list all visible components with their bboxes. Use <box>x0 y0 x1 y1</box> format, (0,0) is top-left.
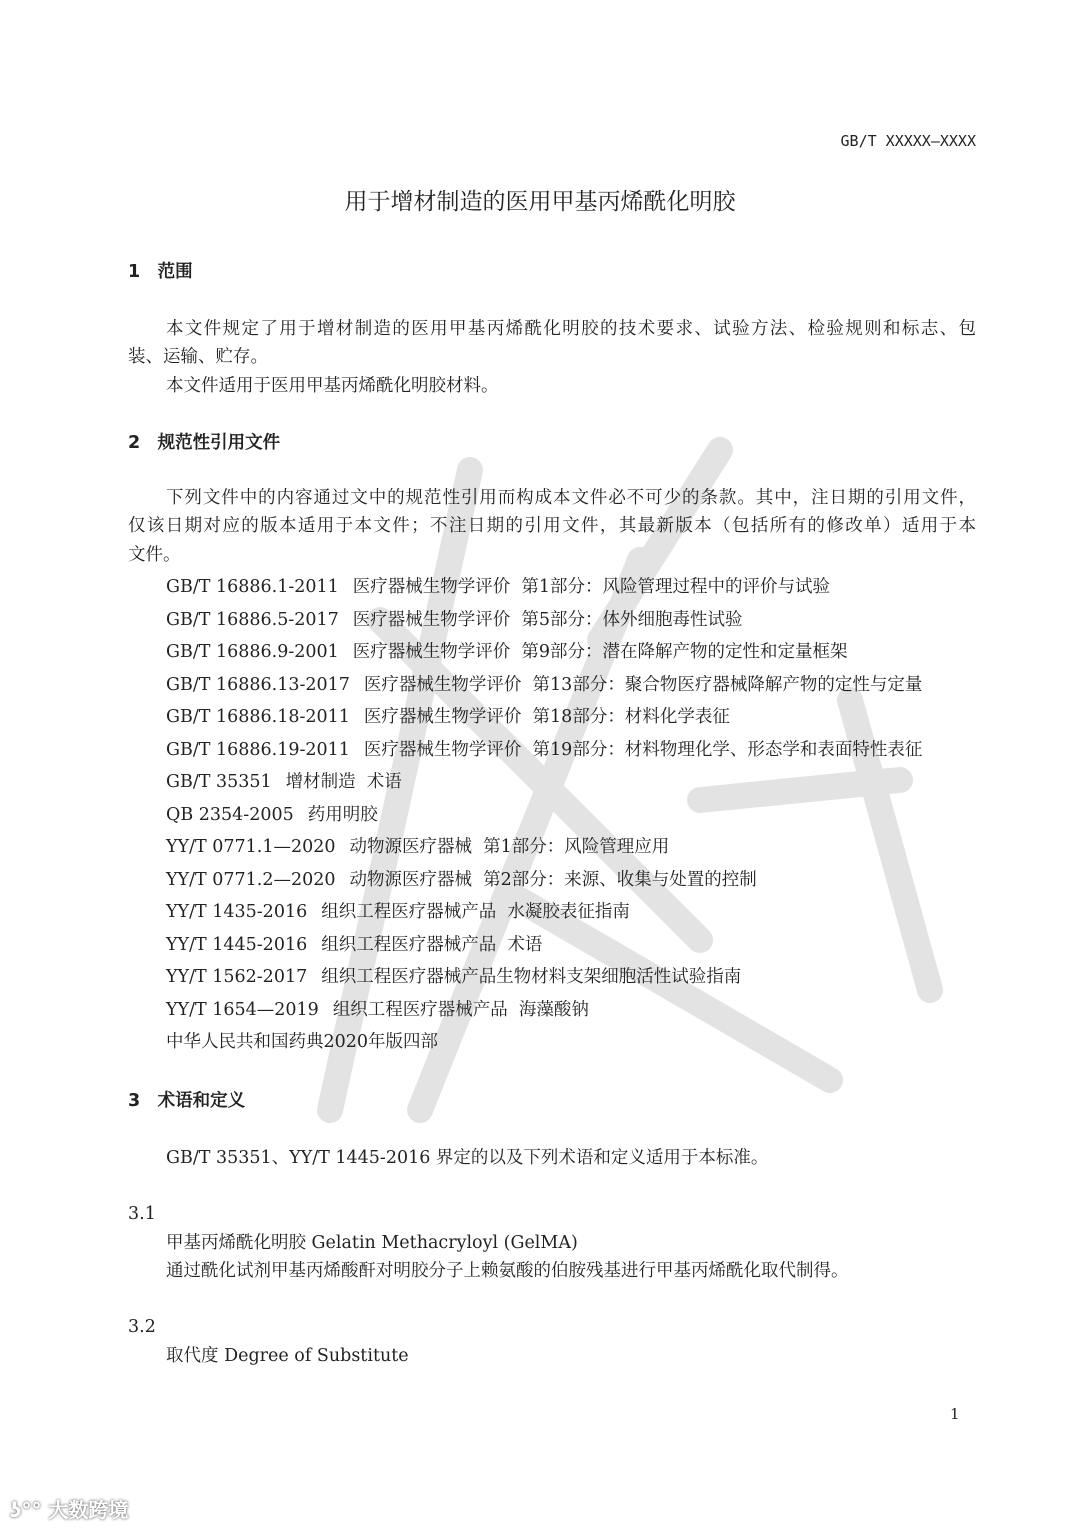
reference-item <box>166 1030 438 1054</box>
reference-code: GB/T 16886.9-2001 <box>166 642 339 662</box>
reference-code: GB/T 16886.1-2011 <box>166 577 339 597</box>
reference-item <box>166 933 542 957</box>
reference-item <box>166 803 378 827</box>
term-number: 3.2 <box>128 1317 156 1337</box>
paragraph-line: 本文件适用于医用甲基丙烯酰化明胶材料。 <box>166 376 499 396</box>
reference-code: YY/T 1654—2019 <box>166 999 319 1020</box>
reference-title: 组织工程医疗器械产品 海藻酸钠 <box>332 999 589 1020</box>
section-heading-normative-references: 2 规范性引用文件 <box>128 433 281 453</box>
reference-title: 医疗器械生物学评价 第13部分：聚合物医疗器械降解产物的定性与定量 <box>363 674 923 695</box>
reference-title: 组织工程医疗器械产品 水凝胶表征指南 <box>321 902 630 922</box>
reference-code: GB/T 35351 <box>166 772 272 792</box>
reference-item <box>166 998 589 1022</box>
reference-item <box>166 673 922 697</box>
section-heading-scope: 1 范围 <box>128 262 193 282</box>
reference-title: 组织工程医疗器械产品 术语 <box>321 934 543 955</box>
reference-title: 增材制造 术语 <box>285 772 402 792</box>
logo-icon: ʖ°° <box>10 1498 49 1522</box>
paragraph-line: 本文件规定了用于增材制造的医用甲基丙烯酰化明胶的技术要求、试验方法、检验规则和标志、包 <box>166 319 976 339</box>
reference-item <box>166 640 848 664</box>
section-heading-terms: 3 术语和定义 <box>128 1091 246 1111</box>
reference-title: 中华人民共和国药典2020年版四部 <box>166 1032 439 1052</box>
reference-code: GB/T 16886.19-2011 <box>166 739 350 760</box>
reference-item <box>166 575 830 599</box>
reference-code: GB/T 16886.5-2017 <box>166 609 339 630</box>
reference-title: 组织工程医疗器械产品生物材料支架细胞活性试验指南 <box>321 967 742 987</box>
reference-code: YY/T 0771.2—2020 <box>166 869 336 890</box>
reference-item <box>166 608 743 632</box>
reference-title: 药用明胶 <box>307 804 378 825</box>
paragraph-line: 文件。 <box>128 545 181 565</box>
standard-number: GB/T XXXXX—XXXX <box>840 132 976 150</box>
reference-item <box>166 965 741 989</box>
term-number: 3.1 <box>128 1204 156 1224</box>
reference-title: 医疗器械生物学评价 第18部分：材料化学表征 <box>363 707 730 727</box>
logo-text: 大数跨境 <box>48 1498 129 1522</box>
reference-item <box>166 705 730 729</box>
reference-item <box>166 738 922 762</box>
reference-title: 医疗器械生物学评价 第9部分：潜在降解产物的定性和定量框架 <box>352 642 848 662</box>
reference-item <box>166 835 669 859</box>
reference-title: 医疗器械生物学评价 第19部分：材料物理化学、形态学和表面特性表征 <box>363 739 923 760</box>
reference-code: GB/T 16886.13-2017 <box>166 674 350 695</box>
terms-intro: GB/T 35351、YY/T 1445-2016 界定的以及下列术语和定义适用于本标准。 <box>166 1148 769 1168</box>
reference-title: 动物源医疗器械 第1部分：风险管理应用 <box>349 837 670 857</box>
paragraph-line: 下列文件中的内容通过文中的规范性引用而构成本文件必不可少的条款。其中，注日期的引用文件， <box>166 488 976 508</box>
reference-item <box>166 900 630 924</box>
site-logo <box>10 1494 128 1523</box>
paragraph-line: 装、运输、贮存。 <box>128 347 268 367</box>
reference-item <box>166 770 402 794</box>
term-name: 取代度 Degree of Substitute <box>166 1346 409 1366</box>
term-definition: 通过酰化试剂甲基丙烯酸酐对明胶分子上赖氨酸的伯胺残基进行甲基丙烯酰化取代制得。 <box>166 1261 849 1281</box>
reference-item <box>166 868 757 892</box>
reference-code: YY/T 1445-2016 <box>166 934 308 955</box>
reference-code: YY/T 1435-2016 <box>166 902 308 922</box>
reference-title: 动物源医疗器械 第2部分：来源、收集与处置的控制 <box>349 869 757 890</box>
reference-code: QB 2354-2005 <box>166 804 294 825</box>
reference-title: 医疗器械生物学评价 第5部分：体外细胞毒性试验 <box>352 609 743 630</box>
reference-code: GB/T 16886.18-2011 <box>166 707 350 727</box>
term-name: 甲基丙烯酰化明胶 Gelatin Methacryloyl (GelMA) <box>166 1233 578 1253</box>
paragraph-line: 仅该日期对应的版本适用于本文件；不注日期的引用文件，其最新版本（包括所有的修改单）适用于本 <box>128 516 976 536</box>
page-number: 1 <box>950 1405 960 1423</box>
reference-code: YY/T 1562-2017 <box>166 967 308 987</box>
document-title: 用于增材制造的医用甲基丙烯酰化明胶 <box>344 189 736 215</box>
reference-title: 医疗器械生物学评价 第1部分：风险管理过程中的评价与试验 <box>352 577 831 597</box>
reference-code: YY/T 0771.1—2020 <box>166 837 336 857</box>
